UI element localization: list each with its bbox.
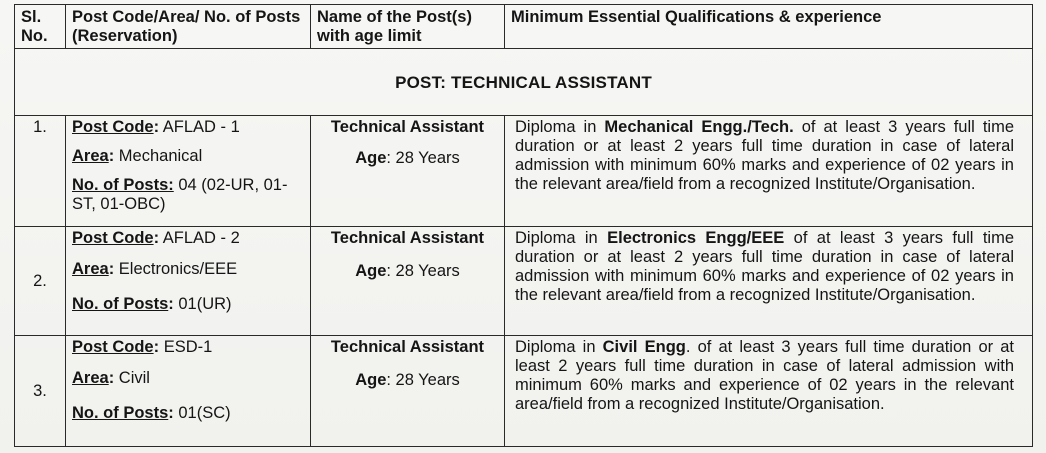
age-label: Age bbox=[355, 371, 387, 389]
age-line: Age: 28 Years bbox=[355, 149, 460, 167]
post-code-label: Post Code bbox=[72, 118, 154, 136]
area-label: Area bbox=[72, 369, 109, 387]
area-value: Mechanical bbox=[118, 147, 203, 165]
post-code-label: Post Code bbox=[72, 229, 154, 247]
post-code-line: Post Code: ESD-1 bbox=[72, 338, 213, 356]
post-code-line: Post Code: AFLAD - 1 bbox=[72, 118, 240, 136]
qualification-cell bbox=[505, 336, 1033, 447]
area-line: Area: Civil bbox=[72, 369, 150, 387]
post-code-cell bbox=[66, 336, 311, 447]
qual-prefix: Diploma in bbox=[515, 229, 598, 247]
posts-label: No. of Posts bbox=[72, 404, 169, 422]
qualification-cell bbox=[505, 227, 1033, 336]
posts-line: No. of Posts: 01(UR) bbox=[72, 295, 232, 313]
age-value: 28 Years bbox=[395, 149, 460, 167]
age-line: Age: 28 Years bbox=[355, 262, 460, 280]
post-code-value: AFLAD - 1 bbox=[162, 118, 240, 136]
qual-discipline: Civil Engg bbox=[602, 338, 686, 356]
posts-value: 01(SC) bbox=[178, 404, 231, 422]
header-sl-no: Sl. No. bbox=[15, 5, 66, 49]
qualification-cell bbox=[505, 116, 1033, 227]
area-line: Area: Mechanical bbox=[72, 147, 203, 165]
post-name-cell bbox=[311, 116, 505, 227]
post-code-line: Post Code: AFLAD - 2 bbox=[72, 229, 240, 247]
post-code-value: AFLAD - 2 bbox=[162, 229, 240, 247]
table-row bbox=[15, 227, 1033, 336]
area-label: Area bbox=[72, 147, 109, 165]
post-name: Technical Assistant bbox=[330, 229, 485, 247]
sl-no: 1. bbox=[15, 116, 66, 227]
posts-label: No. of Posts: bbox=[72, 176, 174, 194]
area-value: Civil bbox=[118, 369, 150, 387]
section-title: POST: TECHNICAL ASSISTANT bbox=[15, 49, 1033, 116]
age-label: Age bbox=[355, 262, 387, 280]
qual-text: of at least 3 years full time duration or at least 2 years full time duration in case of lateral admission with minimum 60% marks and experience of 02 years in the relevant area/field from a recognized Institute/Organisation. bbox=[515, 118, 1015, 193]
posts-line bbox=[72, 176, 304, 214]
table-row bbox=[15, 116, 1033, 227]
post-code-label: Post Code bbox=[72, 338, 154, 356]
vacancy-table bbox=[14, 4, 1033, 447]
qual-text: of at least 3 years full time duration or at least 2 years full time duration in case of lateral admission with minimum 60% marks and experience of 02 years in the relevant area/field from a recognized Institute/Organisation. bbox=[515, 229, 1015, 304]
post-name: Technical Assistant bbox=[330, 118, 485, 136]
sl-no: 2. bbox=[15, 227, 66, 336]
qual-prefix: Diploma in bbox=[515, 118, 597, 136]
post-name: Technical Assistant bbox=[330, 338, 485, 356]
area-line: Area: Electronics/EEE bbox=[72, 260, 238, 278]
sl-no: 3. bbox=[15, 336, 66, 447]
post-name-cell bbox=[311, 227, 505, 336]
posts-value: 01(UR) bbox=[178, 295, 232, 313]
area-label: Area bbox=[72, 260, 109, 278]
section-row bbox=[15, 49, 1033, 116]
post-code-value: ESD-1 bbox=[163, 338, 213, 356]
header-row bbox=[15, 5, 1033, 49]
posts-value: 04 (02-UR, 01-ST, 01-OBC) bbox=[72, 176, 288, 213]
header-post-name: Name of the Post(s) with age limit bbox=[311, 5, 505, 49]
age-line: Age: 28 Years bbox=[355, 371, 460, 389]
post-name-cell bbox=[311, 336, 505, 447]
age-value: 28 Years bbox=[395, 262, 460, 280]
qual-text: . of at least 3 years full time duration or at least 2 years full time duration in case of lateral admission with minimum 60% marks and experience of 02 years in the relevant area/field from a recognized Institute/Organisation. bbox=[515, 338, 1015, 413]
area-value: Electronics/EEE bbox=[118, 260, 238, 278]
table-row bbox=[15, 336, 1033, 447]
header-post-code: Post Code/Area/ No. of Posts (Reservation) bbox=[66, 5, 311, 49]
posts-line: No. of Posts: 01(SC) bbox=[72, 404, 231, 422]
post-code-cell bbox=[66, 227, 311, 336]
qual-discipline: Mechanical Engg./Tech. bbox=[604, 118, 794, 136]
posts-label: No. of Posts bbox=[72, 295, 169, 313]
age-value: 28 Years bbox=[395, 371, 460, 389]
post-code-cell bbox=[66, 116, 311, 227]
qual-prefix: Diploma in bbox=[515, 338, 596, 356]
header-qualification: Minimum Essential Qualifications & experience bbox=[505, 5, 1033, 49]
qual-discipline: Electronics Engg/EEE bbox=[607, 229, 785, 247]
age-label: Age bbox=[355, 149, 387, 167]
